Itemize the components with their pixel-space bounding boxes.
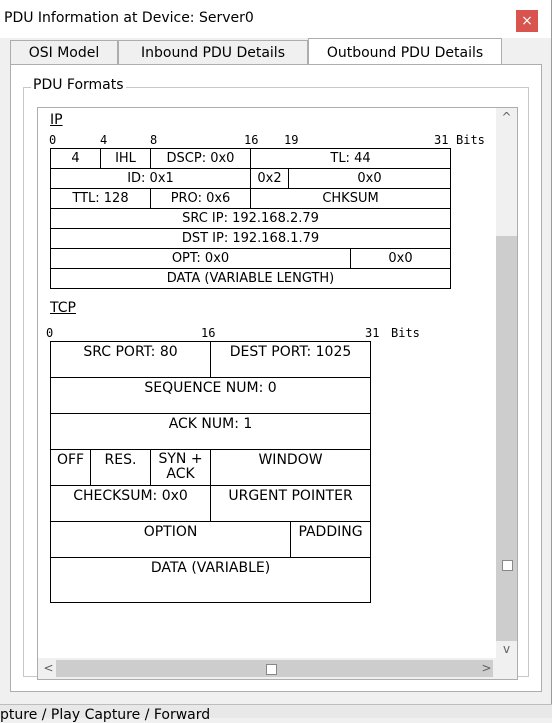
ip-section-title: IP [50,112,63,128]
ip-ruler-bits: Bits [456,133,485,147]
window-title: PDU Information at Device: Server0 [4,10,254,26]
ip-total-length: TL: 44 [251,149,451,169]
ip-data: DATA (VARIABLE LENGTH) [51,269,451,289]
ip-header-table [50,148,451,289]
ip-protocol: PRO: 0x6 [151,189,251,209]
tcp-option: OPTION [51,522,291,558]
ip-dscp: DSCP: 0x0 [151,149,251,169]
ip-options: OPT: 0x0 [51,249,351,269]
background-toolbar-text: pture / Play Capture / Forward [0,707,211,723]
ip-checksum: CHKSUM [251,189,451,209]
tab-osi-model[interactable]: OSI Model [10,40,118,65]
horizontal-scrollbar[interactable] [38,658,517,679]
scroll-corner [496,658,517,679]
tcp-checksum: CHECKSUM: 0x0 [51,486,211,522]
scroll-down-icon[interactable]: v [502,642,511,656]
ip-id: ID: 0x1 [51,169,251,189]
vertical-scrollbar[interactable] [496,108,517,658]
ip-src-address: SRC IP: 192.168.2.79 [51,209,451,229]
tcp-header-table [50,341,371,603]
tcp-ack-number: ACK NUM: 1 [51,414,371,450]
ip-ruler-31: 31 [434,133,449,147]
tab-inbound-pdu-details[interactable]: Inbound PDU Details [118,40,308,65]
horizontal-scroll-track[interactable] [56,660,493,677]
tcp-dest-port: DEST PORT: 1025 [211,342,371,378]
tcp-flags: SYN + ACK [151,450,211,486]
scroll-right-icon[interactable]: > [481,661,492,675]
ip-dst-address: DST IP: 192.168.1.79 [51,229,451,249]
tcp-sequence-number: SEQUENCE NUM: 0 [51,378,371,414]
ip-flags: 0x2 [251,169,289,189]
scroll-left-icon[interactable]: < [43,661,54,675]
scroll-up-icon[interactable]: ^ [501,110,512,124]
horizontal-scroll-thumb[interactable] [266,664,277,675]
title-bar [0,0,551,38]
tcp-reserved: RES. [91,450,151,486]
vertical-scroll-track[interactable] [496,236,517,641]
tcp-offset: OFF [51,450,91,486]
pdu-scroll-pane[interactable] [37,107,518,680]
tcp-ruler-31: 31 [365,326,380,340]
ip-ruler-8: 8 [150,133,158,147]
tcp-ruler-0: 0 [46,326,54,340]
ip-version: 4 [51,149,101,169]
tcp-window: WINDOW [211,450,371,486]
tcp-section-title: TCP [50,300,76,316]
ip-ruler-19: 19 [284,133,299,147]
ip-padding: 0x0 [351,249,451,269]
ip-ruler-16: 16 [244,133,259,147]
tcp-padding: PADDING [291,522,371,558]
ip-ruler-4: 4 [100,133,108,147]
ip-fragment-offset: 0x0 [289,169,451,189]
tcp-ruler-16: 16 [201,326,216,340]
tcp-data: DATA (VARIABLE) [51,558,371,603]
tcp-src-port: SRC PORT: 80 [51,342,211,378]
vertical-scroll-thumb[interactable] [502,560,513,571]
group-title: PDU Formats [33,77,124,93]
tcp-ruler-bits: Bits [391,326,420,340]
ip-ihl: IHL [101,149,151,169]
background-toolbar [0,704,552,723]
ip-ttl: TTL: 128 [51,189,151,209]
ip-ruler-0: 0 [49,133,57,147]
pdu-content [38,108,498,656]
tab-outbound-pdu-details[interactable]: Outbound PDU Details [308,38,502,66]
tcp-urgent-pointer: URGENT POINTER [211,486,371,522]
close-button[interactable]: × [516,10,538,32]
